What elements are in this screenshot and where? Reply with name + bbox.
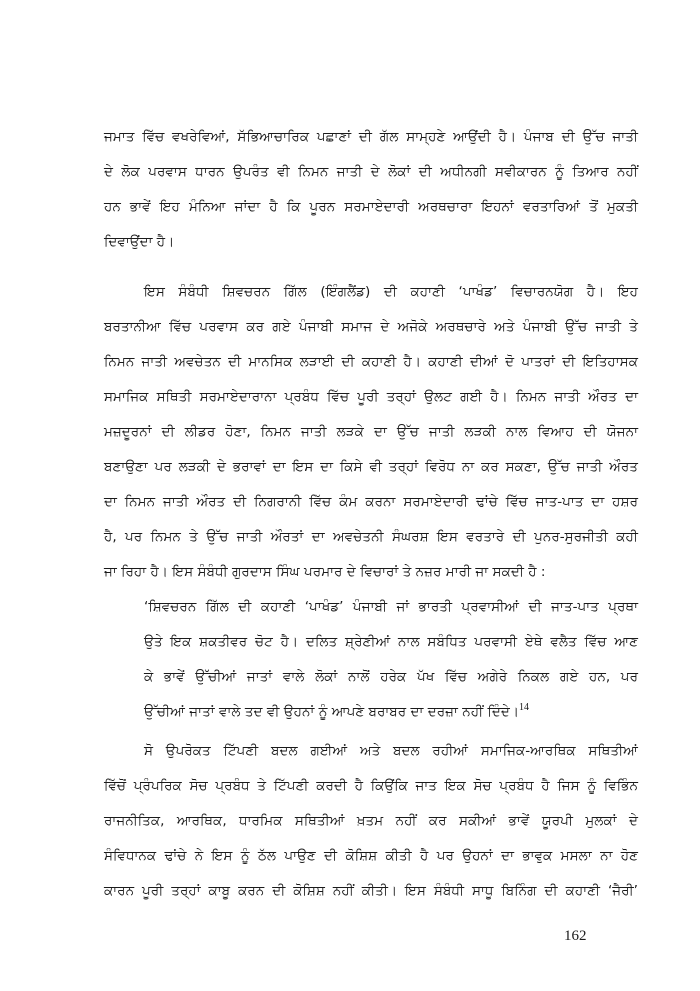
text-line: ਨਿਮਨ ਜਾਤੀ ਅਵਚੇਤਨ ਦੀ ਮਾਨਸਿਕ ਲੜਾਈ ਦੀ ਕਹਾਣੀ ਹੈ। ਕਹਾਣੀ ਦੀਆਂ ਦੋ ਪਾਤਰਾਂ ਦੀ ਇਤਿਹਾਸਕ (104, 354, 638, 370)
text-line: ਜਮਾਤ ਵਿੱਚ ਵਖਰੇਵਿਆਂ, ਸੱਭਿਆਚਾਰਿਕ ਪਛਾਣਾਂ ਦੀ ਗੱਲ ਸਾਮ੍ਹਣੇ ਆਉਂਦੀ ਹੈ। ਪੰਜਾਬ ਦੀ ਉੱਚ ਜਾਤੀ (104, 129, 638, 145)
block-quote-text: ਉੱਚੀਆਂ ਜਾਤਾਂ ਵਾਲੇ ਤਦ ਵੀ ਉਹਨਾਂ ਨੂੰ ਆਪਣੇ ਬਰਾਬਰ ਦਾ ਦਰਜ਼ਾ ਨਹੀਂ ਦਿੰਦੇ। (144, 704, 520, 720)
block-quote-line: ਉਤੇ ਇਕ ਸ਼ਕਤੀਵਰ ਚੋਟ ਹੈ। ਦਲਿਤ ਸ਼੍ਰੇਣੀਆਂ ਨਾਲ ਸਬੰਧਿਤ ਪਰਵਾਸੀ ਏਥੇ ਵਲੈਤ ਵਿੱਚ ਆਣ (144, 634, 638, 650)
block-quote-line: ਕੇ ਭਾਵੇਂ ਉੱਚੀਆਂ ਜਾਤਾਂ ਵਾਲੇ ਲੋਕਾਂ ਨਾਲੋਂ ਹਰੇਕ ਪੱਖ ਵਿੱਚ ਅਗੇਰੇ ਨਿਕਲ ਗਏ ਹਨ, ਪਰ (144, 669, 638, 685)
block-quote-line: ‘ਸ਼ਿਵਚਰਨ ਗਿੱਲ ਦੀ ਕਹਾਣੀ ‘ਪਾਖੰਡ’ ਪੰਜਾਬੀ ਜਾਂ ਭਾਰਤੀ ਪ੍ਰਵਾਸੀਆਂ ਦੀ ਜਾਤ-ਪਾਤ ਪ੍ਰਥਾ (144, 599, 638, 615)
page-number: 162 (564, 928, 587, 944)
text-line: ਮਜ਼ਦੂਰਨਾਂ ਦੀ ਲੀਡਰ ਹੋਣਾ, ਨਿਮਨ ਜਾਤੀ ਲੜਕੇ ਦਾ ਉੱਚ ਜਾਤੀ ਲੜਕੀ ਨਾਲ ਵਿਆਹ ਦੀ ਯੋਜਨਾ (104, 424, 638, 440)
text-line: ਦਾ ਨਿਮਨ ਜਾਤੀ ਔਰਤ ਦੀ ਨਿਗਰਾਨੀ ਵਿੱਚ ਕੰਮ ਕਰਨਾ ਸਰਮਾਏਦਾਰੀ ਢਾਂਚੇ ਵਿੱਚ ਜਾਤ-ਪਾਤ ਦਾ ਹਸ਼ਰ (104, 494, 638, 510)
text-line: ਬਣਾਉਣਾ ਪਰ ਲੜਕੀ ਦੇ ਭਰਾਵਾਂ ਦਾ ਇਸ ਦਾ ਕਿਸੇ ਵੀ ਤਰ੍ਹਾਂ ਵਿਰੋਧ ਨਾ ਕਰ ਸਕਣਾ, ਉੱਚ ਜਾਤੀ ਔਰਤ (104, 459, 638, 475)
text-line: ਵਿੱਚੋਂ ਪ੍ਰੰਪਰਿਕ ਸੋਚ ਪ੍ਰਬੰਧ ਤੇ ਟਿੱਪਣੀ ਕਰਦੀ ਹੈ ਕਿਉਂਕਿ ਜਾਤ ਇਕ ਸੋਚ ਪ੍ਰਬੰਧ ਹੈ ਜਿਸ ਨੂੰ ਵਿਭਿੰਨ (104, 778, 638, 794)
text-line: ਰਾਜਨੀਤਿਕ, ਆਰਥਿਕ, ਧਾਰਮਿਕ ਸਥਿਤੀਆਂ ਖ਼ਤਮ ਨਹੀਂ ਕਰ ਸਕੀਆਂ ਭਾਵੇਂ ਯੂਰਪੀ ਮੁਲਕਾਂ ਦੇ (104, 813, 638, 829)
text-line: ਸੰਵਿਧਾਨਕ ਢਾਂਚੇ ਨੇ ਇਸ ਨੂੰ ਠੱਲ ਪਾਉਣ ਦੀ ਕੋਸ਼ਿਸ਼ ਕੀਤੀ ਹੈ ਪਰ ਉਹਨਾਂ ਦਾ ਭਾਵੁਕ ਮਸਲਾ ਨਾ ਹੋਣ (104, 848, 638, 864)
text-line: ਸਮਾਜਿਕ ਸਥਿਤੀ ਸਰਮਾਏਦਾਰਾਨਾ ਪ੍ਰਬੰਧ ਵਿੱਚ ਪੂਰੀ ਤਰ੍ਹਾਂ ਉਲਟ ਗਈ ਹੈ। ਨਿਮਨ ਜਾਤੀ ਔਰਤ ਦਾ (104, 389, 638, 405)
text-line: ਦੇ ਲੋਕ ਪਰਵਾਸ ਧਾਰਨ ਉਪਰੰਤ ਵੀ ਨਿਮਨ ਜਾਤੀ ਦੇ ਲੋਕਾਂ ਦੀ ਅਧੀਨਗੀ ਸਵੀਕਾਰਨ ਨੂੰ ਤਿਆਰ ਨਹੀਂ (104, 164, 638, 180)
text-line: ਕਾਰਨ ਪੂਰੀ ਤਰ੍ਹਾਂ ਕਾਬੂ ਕਰਨ ਦੀ ਕੋਸ਼ਿਸ਼ ਨਹੀਂ ਕੀਤੀ। ਇਸ ਸੰਬੰਧੀ ਸਾਧੂ ਬਿਨਿੰਗ ਦੀ ਕਹਾਣੀ ‘ਜੈਰੀ’ (104, 883, 638, 899)
text-line: ਬਰਤਾਨੀਆ ਵਿੱਚ ਪਰਵਾਸ ਕਰ ਗਏ ਪੰਜਾਬੀ ਸਮਾਜ ਦੇ ਅਜੋਕੇ ਅਰਥਚਾਰੇ ਅਤੇ ਪੰਜਾਬੀ ਉੱਚ ਜਾਤੀ ਤੇ (104, 319, 638, 335)
paragraph-start-line: ਇਸ ਸੰਬੰਧੀ ਸ਼ਿਵਚਰਨ ਗਿੱਲ (ਇੰਗਲੈਂਡ) ਦੀ ਕਹਾਣੀ ‘ਪਾਖੰਡ’ ਵਿਚਾਰਨਯੋਗ ਹੈ। ਇਹ (144, 284, 638, 300)
text-line: ਹੈ, ਪਰ ਨਿਮਨ ਤੇ ਉੱਚ ਜਾਤੀ ਔਰਤਾਂ ਦਾ ਅਵਚੇਤਨੀ ਸੰਘਰਸ਼ ਇਸ ਵਰਤਾਰੇ ਦੀ ਪੁਨਰ-ਸੁਰਜੀਤੀ ਕਹੀ (104, 529, 638, 545)
text-line: ਹਨ ਭਾਵੇਂ ਇਹ ਮੰਨਿਆ ਜਾਂਦਾ ਹੈ ਕਿ ਪੂਰਨ ਸਰਮਾਏਦਾਰੀ ਅਰਥਚਾਰਾ ਇਹਨਾਂ ਵਰਤਾਰਿਆਂ ਤੋਂ ਮੁਕਤੀ (104, 199, 638, 215)
paragraph-start-line: ਸੋ ਉਪਰੋਕਤ ਟਿੱਪਣੀ ਬਦਲ ਗਈਆਂ ਅਤੇ ਬਦਲ ਰਹੀਆਂ ਸਮਾਜਿਕ-ਆਰਥਿਕ ਸਥਿਤੀਆਂ (144, 743, 638, 759)
footnote-reference[interactable]: 14 (519, 702, 530, 713)
block-quote-line-last (144, 702, 638, 722)
text-line: ਜਾ ਰਿਹਾ ਹੈ। ਇਸ ਸੰਬੰਧੀ ਗੁਰਦਾਸ ਸਿੰਘ ਪਰਮਾਰ ਦੇ ਵਿਚਾਰਾਂ ਤੇ ਨਜ਼ਰ ਮਾਰੀ ਜਾ ਸਕਦੀ ਹੈ : (104, 564, 546, 580)
text-line: ਦਿਵਾਉਂਦਾ ਹੈ। (104, 234, 175, 250)
